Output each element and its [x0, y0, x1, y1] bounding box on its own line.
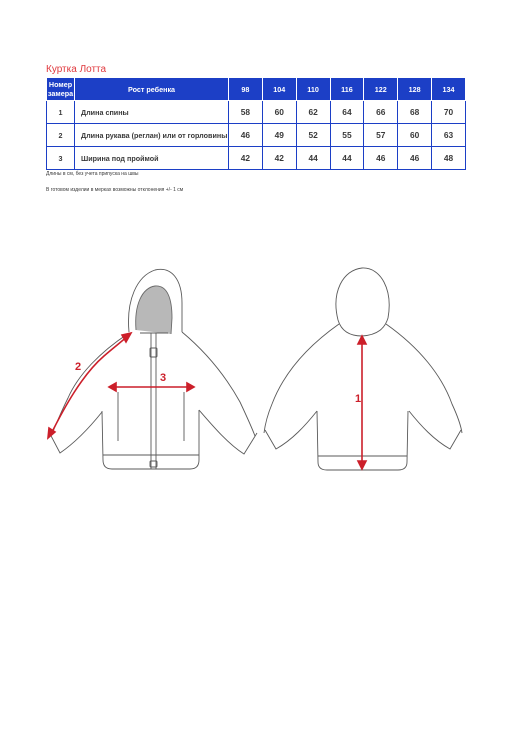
arrow-head-icon [358, 461, 366, 469]
header-measure: Рост ребенка [75, 78, 229, 101]
row-value: 63 [432, 124, 466, 147]
row-value: 70 [432, 101, 466, 124]
row-value: 60 [398, 124, 432, 147]
arrow-head-icon [109, 383, 116, 391]
arrow-head-icon [358, 336, 366, 344]
row-value: 46 [398, 147, 432, 170]
row-value: 60 [262, 101, 296, 124]
row-value: 62 [296, 101, 330, 124]
row-value: 55 [330, 124, 364, 147]
note-tolerance: В готовом изделии в мерках возможны отклонения +/- 1 см [46, 187, 184, 193]
label-measure-1: 1 [355, 393, 362, 405]
row-value: 66 [364, 101, 398, 124]
jacket-back-drawing [264, 268, 462, 470]
header-size: 98 [229, 78, 263, 101]
row-number: 1 [47, 101, 75, 124]
row-number: 2 [47, 124, 75, 147]
page-title: Куртка Лотта [46, 64, 107, 75]
note-units: Длины в см, без учета припуска на швы [46, 171, 139, 177]
arrow-head-icon [187, 383, 194, 391]
header-size: 116 [330, 78, 364, 101]
row-value: 42 [229, 147, 263, 170]
row-value: 42 [262, 147, 296, 170]
row-value: 44 [296, 147, 330, 170]
header-size: 104 [262, 78, 296, 101]
row-value: 52 [296, 124, 330, 147]
row-value: 46 [229, 124, 263, 147]
row-value: 48 [432, 147, 466, 170]
row-value: 68 [398, 101, 432, 124]
header-number: Номер замера [47, 78, 75, 101]
label-measure-3: 3 [160, 372, 167, 384]
row-value: 64 [330, 101, 364, 124]
row-value: 46 [364, 147, 398, 170]
row-value: 49 [262, 124, 296, 147]
row-name: Длина рукава (реглан) или от горловины [75, 124, 229, 147]
row-value: 44 [330, 147, 364, 170]
row-number: 3 [47, 147, 75, 170]
row-name: Ширина под проймой [75, 147, 229, 170]
header-size: 134 [432, 78, 466, 101]
measurement-markers [48, 333, 366, 469]
header-size: 110 [296, 78, 330, 101]
header-size: 128 [398, 78, 432, 101]
row-value: 57 [364, 124, 398, 147]
header-size: 122 [364, 78, 398, 101]
row-name: Длина спины [75, 101, 229, 124]
row-value: 58 [229, 101, 263, 124]
label-measure-2: 2 [75, 361, 82, 373]
